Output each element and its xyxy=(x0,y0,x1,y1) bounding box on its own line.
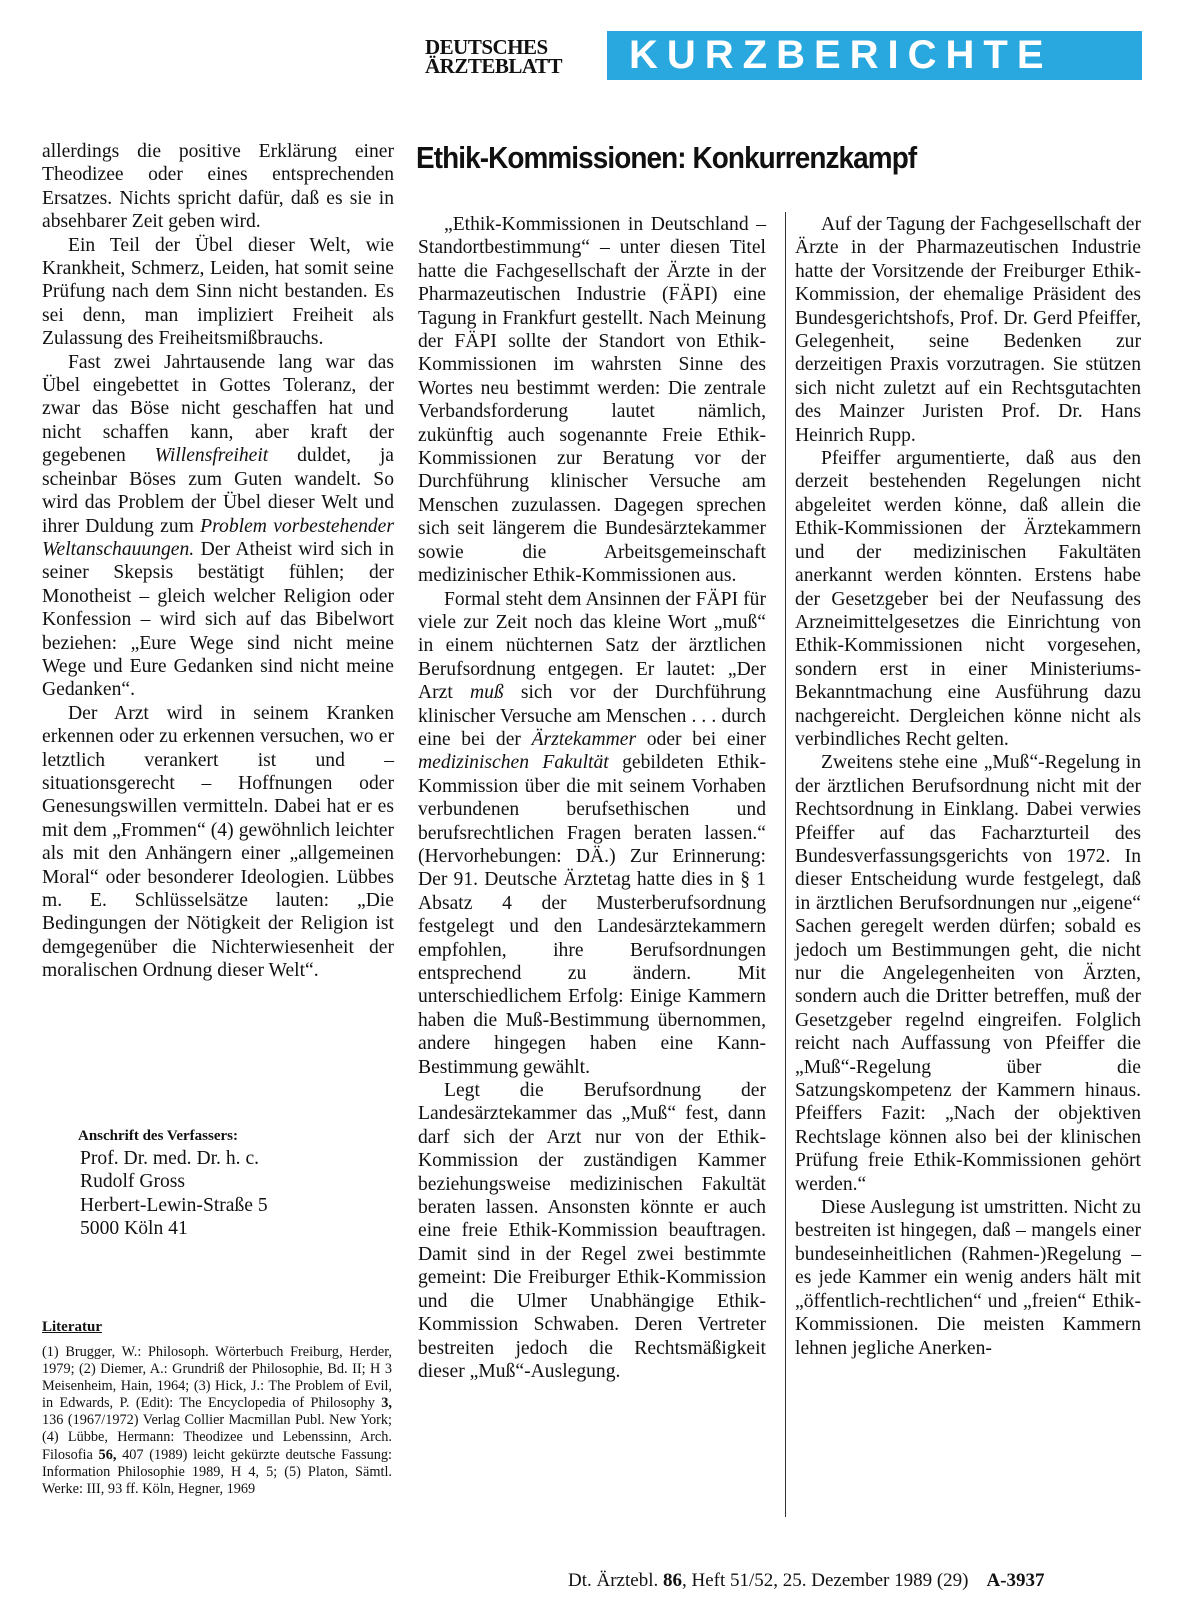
bold-run: 56, xyxy=(98,1446,117,1463)
paragraph: „Ethik-Kommissionen in Deutschland – Standortbestimmung“ – unter diesen Titel hatte die Fachgesellschaft der Ärzte in der Pharmazeutischen Industrie (FÄPI) eine Tagung in Frankfurt gestellt. Nach Meinung der FÄPI sollte der Standort von Ethik-Kommissionen im wahrsten Sinne des Wortes neu bestimmt werden: Die zentrale Verbandsforderung lautet nämlich, zukünftig auch sogenannte Freie Ethik-Kommissionen zur Beratung vor der Durchführung klinischer Versuche am Menschen zuzulassen. Dagegen sprechen sich seit längerem die Bundesärztekammer sowie die Arbeitsgemeinschaft medizinischer Ethik-Kommissionen aus. xyxy=(418,214,766,587)
bold-run: 3, xyxy=(381,1395,392,1412)
address-label: Anschrift des Verfassers: xyxy=(78,1128,238,1144)
text-run: gebildeten Ethik-Kommission über die mit seinem Vorhaben verbundenen berufsethischen und berufsrechtlichen Fragen beraten lassen.“ (Hervorhebungen: DÄ.) Zur Erinnerung: Der 91. Deutsche Ärztetag hatte dies in § 1 Absatz 4 der Musterberufsordnung festgelegt und den Landesärztekammern empfohlen, ihre Berufsordnungen entsprechend zu ändern. Mit unterschiedlichem Erfolg: Einige Kammern haben die Muß-Bestimmung übernommen, andere hingegen haben eine Kann-Bestimmung gewählt. xyxy=(418,752,766,1078)
emphasis: muß xyxy=(469,682,504,704)
literature-list xyxy=(42,1344,392,1498)
article-headline: Ethik-Kommissionen: Konkurrenzkampf xyxy=(416,140,917,175)
text-run: (1) Brugger, W.: Philosoph. Wörterbuch Freiburg, Herder, 1979; (2) Diemer, A.: Grundriß der Philosophie, Bd. II; H 3 Meisenheim, Hain, 1964; (3) Hick, J.: The Problem of Evil, in Edwards, P. (Edit): The Encyclopedia of Philosophy xyxy=(42,1344,392,1412)
text-run: oder bei einer xyxy=(636,728,766,750)
paragraph: Auf der Tagung der Fachgesellschaft der Ärzte in der Pharmazeutischen Industrie hatte der Vorsitzende der Freiburger Ethik-Kommission, der ehemalige Präsident des Bundesgerichtshofs, Prof. Dr. Gerd Pfeiffer, Gelegenheit, seine Bedenken zur derzeitigen Praxis vorzutragen. Sie stützen sich nicht zuletzt auf ein Rechtsgutachten des Mainzer Juristen Prof. Dr. Hans Heinrich Rupp. xyxy=(795,214,1141,446)
paragraph: Ein Teil der Übel dieser Welt, wie Krankheit, Schmerz, Leiden, hat somit seine Prüfung nach dem Sinn nicht bestanden. Es sei denn, man impliziert Freiheit als Zulassung des Freiheitsmißbrauchs. xyxy=(42,234,394,350)
journal-masthead xyxy=(425,35,562,78)
page-number: A-3937 xyxy=(986,1570,1045,1591)
emphasis: medizinischen Fakultät xyxy=(418,752,609,774)
emphasis: Willensfreiheit xyxy=(154,445,269,467)
text-run: Der Atheist wird sich in seiner Skepsis bestätigt fühlen; der Monotheist – gleich welcher Religion oder Konfession – wird sich auf das Bibelwort beziehen: „Eure Wege sind nicht meine Wege und Eure Gedanken sind nicht meine Gedanken“. xyxy=(42,538,394,701)
paragraph: allerdings die positive Erklärung einer Theodizee oder eines entsprechenden Ersatzes. Nichts spricht dafür, daß es sie in absehbarer Zeit geben wird. xyxy=(42,141,394,233)
volume-number: 86 xyxy=(662,1570,682,1591)
column-right xyxy=(795,213,1141,1360)
paragraph: Der Arzt wird in seinem Kranken erkennen oder zu erkennen versuchen, wo er letztlich verankert ist und – situationsgerecht – Hoffnungen oder Genesungswillen vermitteln. Dabei hat er es mit dem „Frommen“ (4) gewöhnlich leichter als mit den Anhängern einer „allgemeinen Moral“ oder besonderer Ideologien. Lübbes m. E. Schlüsselsätze lauten: „Die Bedingungen der Nötigkeit der Religion ist demgegenüber die Nichterwiesenheit der moralischen Ordnung dieser Welt“. xyxy=(42,702,394,982)
paragraph: Pfeiffer argumentierte, daß aus den derzeit bestehenden Regelungen nicht abgeleitet werden könne, daß allein die Ethik-Kommissionen der Ärztekammern und der medizinischen Fakultäten anerkannt werden könnten. Erstens habe der Gesetzgeber bei der Neufassung des Arzneimittelgesetzes die Einrichtung von Ethik-Kommissionen nicht vorgesehen, sondern erst in einer Ministeriums-Bekanntmachung eine Ausführung dazu nachgereicht. Dergleichen könne nicht als verbindliches Recht gelten. xyxy=(795,448,1141,750)
address-line: Rudolf Gross xyxy=(80,1171,186,1193)
citation-text: Dt. Ärztebl. xyxy=(568,1570,663,1591)
text-run: Fast zwei Jahrtausende lang war das Übel eingebettet in Gottes Toleranz, der zwar das Böse nicht geschaffen hat und nicht schaffen kann, aber kraft der gegebenen xyxy=(42,351,394,467)
column-left xyxy=(42,140,394,983)
page-footer xyxy=(568,1569,1045,1593)
paragraph: Diese Auslegung ist umstritten. Nicht zu bestreiten ist hingegen, daß – mangels einer bundeseinheitlichen (Rahmen-)Regelung – es jede Kammer ein wenig anders hält mit „öffentlich-rechtlichen“ und „freien“ Ethik-Kommissionen. Die meisten Kammern lehnen jegliche Anerken- xyxy=(795,1197,1141,1359)
column-divider xyxy=(785,212,786,1517)
paragraph xyxy=(42,351,394,702)
masthead-line2: ÄRZTEBLATT xyxy=(425,54,562,78)
text-run: duldet, ja scheinbar Böses zum Guten wandelt. So wird das Problem der Übel dieser Welt und ihrer Duldung zum xyxy=(42,445,394,537)
address-line: 5000 Köln 41 xyxy=(80,1218,188,1240)
address-line: Prof. Dr. med. Dr. h. c. xyxy=(80,1148,260,1169)
author-address xyxy=(80,1147,268,1241)
address-line: Herbert-Lewin-Straße 5 xyxy=(80,1194,268,1216)
literature-label: Literatur xyxy=(42,1319,102,1335)
emphasis: Problem vorbestehender Weltanschauungen. xyxy=(42,515,394,560)
text-run: Formal steht dem Ansinnen der FÄPI für viele zur Zeit noch das kleine Wort „muß“ in einem nüchternen Satz der ärztlichen Berufsordnung entgegen. Er lautet: „Der Arzt xyxy=(418,588,766,704)
emphasis: Ärztekammer xyxy=(531,728,637,750)
text-run: 136 (1967/1972) Verlag Collier Macmillan Publ. New York; (4) Lübbe, Hermann: Theodizee und Lebenssinn, Arch. Filosofia xyxy=(42,1412,392,1463)
text-run: sich vor der Durchführung klinischer Versuche am Menschen . . . durch eine bei der xyxy=(418,682,766,750)
citation-text: , Heft 51/52, 25. Dezember 1989 (29) xyxy=(681,1570,969,1591)
section-banner: KURZBERICHTE xyxy=(607,31,1142,80)
paragraph: Legt die Berufsordnung der Landesärztekammer das „Muß“ fest, dann darf sich der Arzt nur von der Ethik-Kommission der zuständigen Kammer beziehungsweise medizinischen Fakultät beraten lassen. Ansonsten könnte er auch eine freie Ethik-Kommission beauftragen. Damit sind in der Regel zwei bestimmte gemeint: Die Freiburger Ethik-Kommission und die Ulmer Unabhängige Ethik-Kommission Schwaben. Deren Vertreter bestreiten jedoch die Rechtsmäßigkeit dieser „Muß“-Auslegung. xyxy=(418,1080,766,1382)
paragraph: Zweitens stehe eine „Muß“-Regelung in der ärztlichen Berufsordnung nicht mit der Rechtsordnung in Einklang. Dabei verwies Pfeiffer auf das Facharzturteil des Bundesverfassungsgerichts von 1972. In dieser Entscheidung wurde festgelegt, daß in ärztlichen Berufsordnungen nur „eigene“ Sachen geregelt werden dürfen; sobald es jedoch um Bestimmungen geht, die nicht nur die Angelegenheiten von Ärzten, sondern auch die Dritter betreffen, muß der Gesetzgeber regelnd eingreifen. Folglich reicht nach Auffassung von Pfeiffer die „Muß“-Regelung über die Satzungskompetenz der Kammern hinaus. Pfeiffers Fazit: „Nach der objektiven Rechtslage können also bei der klinischen Prüfung freie Ethik-Kommissionen gehört werden.“ xyxy=(795,752,1141,1195)
text-run: 407 (1989) leicht gekürzte deutsche Fassung: Information Philosophie 1989, H 4, 5; (5) Platon, Sämtl. Werke: III, 93 ff. Köln, Hegner, 1969 xyxy=(42,1446,392,1497)
column-middle xyxy=(418,213,766,1383)
paragraph xyxy=(418,588,766,1080)
masthead-line1: DEUTSCHES xyxy=(425,35,548,59)
